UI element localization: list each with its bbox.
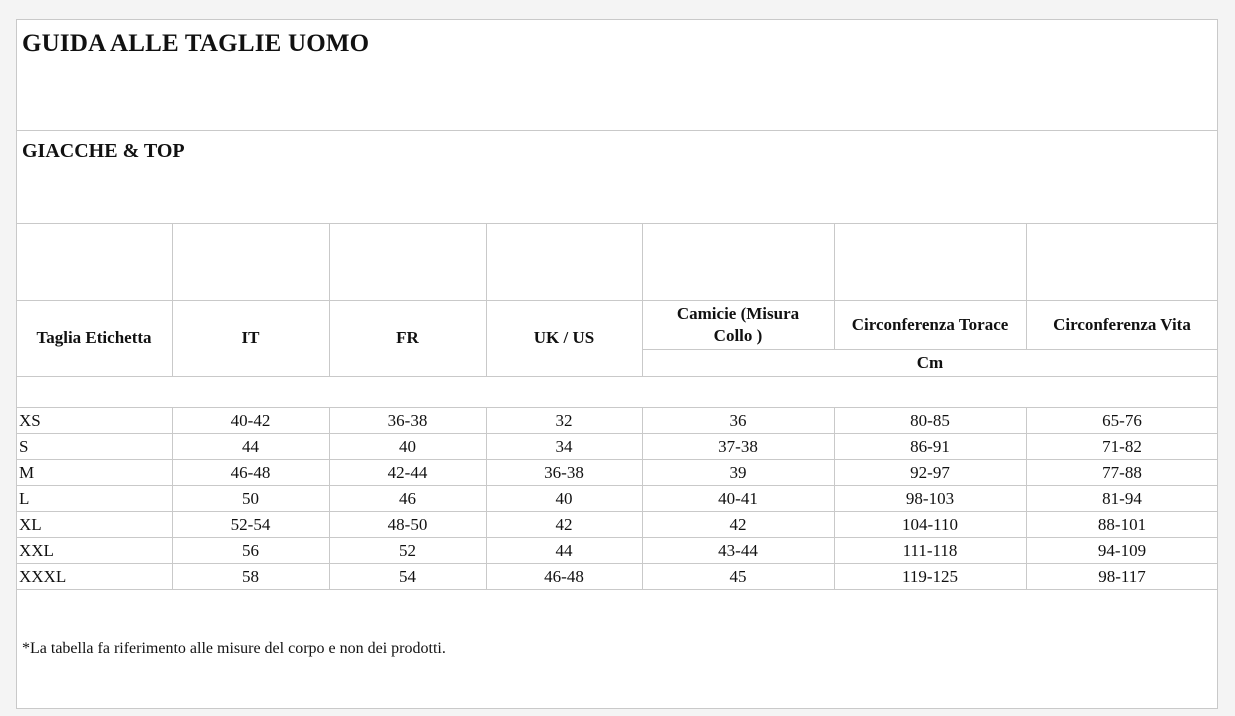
- table-cell: 42-44: [387, 463, 428, 482]
- table-cell: 40-42: [230, 411, 271, 430]
- header-bottom-rule: [16, 376, 1218, 377]
- size-label-cell: S: [19, 437, 29, 456]
- table-cell: 42: [729, 515, 747, 534]
- table-cell: 40: [399, 437, 416, 456]
- table-cell: 98-103: [905, 489, 955, 508]
- table-cell: 50: [242, 489, 259, 508]
- table-cell: 88-101: [1097, 515, 1147, 534]
- table-cell: 86-91: [910, 437, 950, 456]
- table-cell: 92-97: [910, 463, 950, 482]
- table-column-rule: [486, 223, 487, 376]
- table-cell: 48-50: [387, 515, 428, 534]
- table-cell: 56: [242, 541, 259, 560]
- table-cell: 36: [729, 411, 747, 430]
- section-divider: [16, 223, 1218, 224]
- size-label-cell: XL: [19, 515, 42, 534]
- table-cell: 98-117: [1098, 567, 1146, 586]
- table-cell: 36-38: [544, 463, 584, 482]
- table-cell: 44: [242, 437, 259, 456]
- table-cell: 71-82: [1102, 437, 1142, 456]
- table-cell: 119-125: [901, 567, 959, 586]
- column-header: Circonferenza Vita: [1053, 314, 1191, 334]
- size-label-cell: XXXL: [19, 567, 67, 586]
- column-header: IT: [241, 328, 260, 347]
- table-cell: 81-94: [1102, 489, 1142, 508]
- table-cell: 45: [729, 567, 747, 586]
- table-cell: 52: [399, 541, 416, 560]
- table-cell: 94-109: [1097, 541, 1147, 560]
- table-column-rule: [834, 223, 835, 349]
- table-cell: 44: [555, 541, 573, 560]
- unit-label: Cm: [916, 352, 944, 372]
- size-label-cell: M: [19, 463, 35, 482]
- table-cell: 52-54: [230, 515, 271, 534]
- table-cell: 40-41: [718, 489, 758, 508]
- table-cell: 39: [729, 463, 747, 482]
- table-cell: 32: [555, 411, 573, 430]
- table-cell: 42: [555, 515, 573, 534]
- column-header: Taglia Etichetta: [36, 328, 152, 347]
- table-cell: 111-118: [902, 541, 958, 560]
- size-label-cell: XS: [19, 411, 41, 430]
- footnote: *La tabella fa riferimento alle misure del corpo e non dei prodotti.: [22, 640, 446, 657]
- table-cell: 43-44: [718, 541, 758, 560]
- table-cell: 40: [555, 489, 573, 508]
- table-cell: 37-38: [718, 437, 758, 456]
- table-cell: 34: [555, 437, 573, 456]
- table-cell: 36-38: [387, 411, 428, 430]
- table-cell: 80-85: [910, 411, 950, 430]
- table-cell: 46: [399, 489, 416, 508]
- column-header: Camicie (Misura Collo ): [676, 303, 800, 345]
- table-cell: 65-76: [1102, 411, 1142, 430]
- column-header: Circonferenza Torace: [851, 314, 1009, 334]
- table-column-rule: [1026, 223, 1027, 349]
- column-header: UK / US: [533, 328, 595, 347]
- table-cell: 46-48: [230, 463, 271, 482]
- table-cell: 77-88: [1102, 463, 1142, 482]
- table-cell: 104-110: [901, 515, 959, 534]
- page-title: GUIDA ALLE TAGLIE UOMO: [22, 30, 370, 57]
- title-divider: [16, 130, 1218, 131]
- table-column-rule: [172, 223, 173, 376]
- size-label-cell: XXL: [19, 541, 54, 560]
- table-cell: 58: [242, 567, 259, 586]
- section-title: GIACCHE & TOP: [22, 140, 185, 162]
- table-column-rule: [329, 223, 330, 376]
- column-header: FR: [396, 328, 419, 347]
- table-cell: 54: [399, 567, 416, 586]
- size-label-cell: L: [19, 489, 30, 508]
- table-cell: 46-48: [544, 567, 584, 586]
